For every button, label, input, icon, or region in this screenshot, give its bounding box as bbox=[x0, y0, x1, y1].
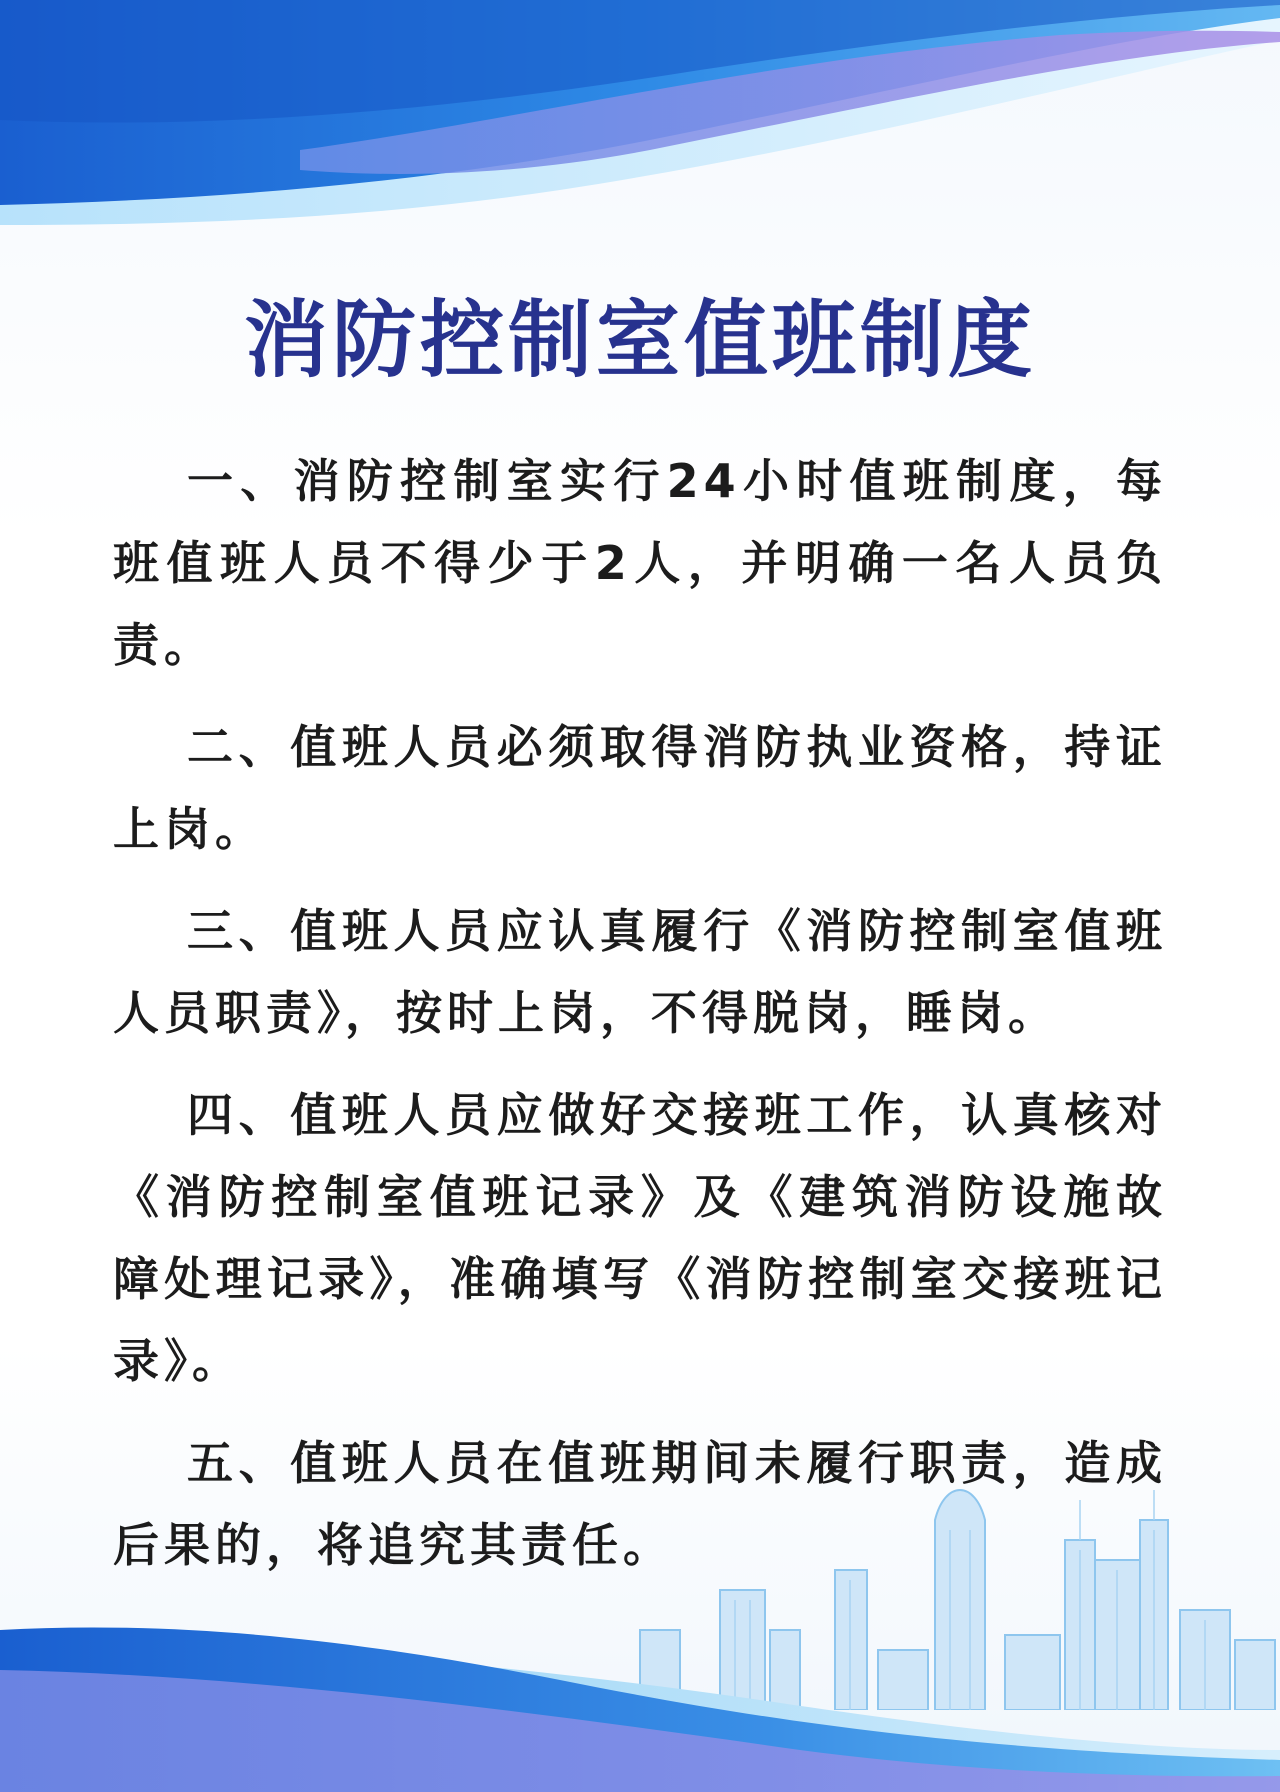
rule-paragraph-1: 一、消防控制室实行24小时值班制度，每班值班人员不得少于2人，并明确一名人员负责。 bbox=[113, 454, 1167, 672]
poster-title: 消防控制室值班制度 bbox=[243, 291, 1036, 389]
bottom-wave-decoration bbox=[0, 1600, 1280, 1792]
rule-paragraph-5: 五、值班人员在值班期间未履行职责，造成后果的，将追究其责任。 bbox=[113, 1436, 1167, 1572]
rule-paragraph-4: 四、值班人员应做好交接班工作，认真核对《消防控制室值班记录》及《建筑消防设施故障处理记录》，准确填写《消防控制室交接班记录》。 bbox=[113, 1088, 1167, 1388]
rule-paragraph-3: 三、值班人员应认真履行《消防控制室值班人员职责》，按时上岗，不得脱岗，睡岗。 bbox=[113, 904, 1167, 1040]
rule-paragraph-2: 二、值班人员必须取得消防执业资格，持证上岗。 bbox=[113, 720, 1167, 856]
top-wave-decoration bbox=[0, 0, 1280, 240]
rules-content bbox=[113, 440, 1167, 1606]
